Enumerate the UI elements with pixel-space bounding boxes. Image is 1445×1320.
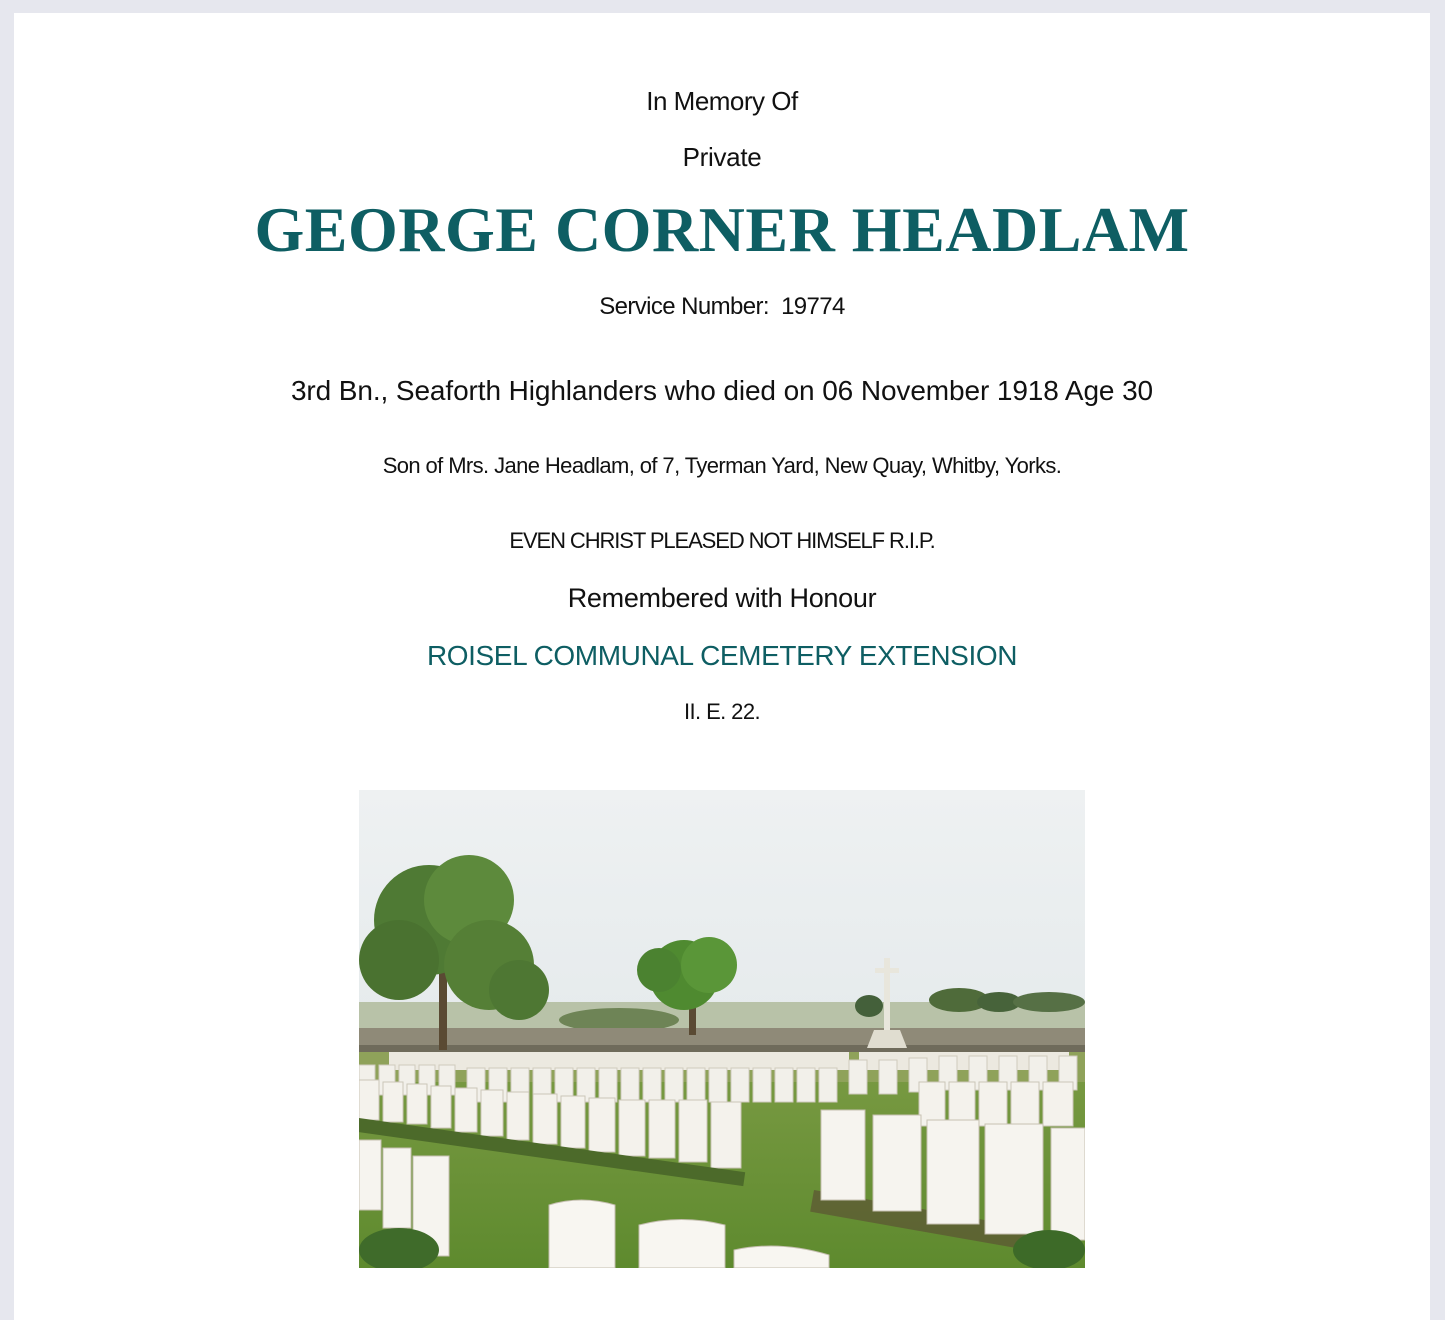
soldier-name: GEORGE CORNER HEADLAM xyxy=(254,194,1190,265)
memorial-certificate xyxy=(14,13,1430,1320)
service-number-line xyxy=(14,293,1430,321)
service-number-label: Service Number: xyxy=(599,293,769,320)
cemetery-name: ROISEL COMMUNAL CEMETERY EXTENSION xyxy=(426,640,1018,671)
memorial-intro: In Memory Of xyxy=(646,86,798,116)
epitaph: EVEN CHRIST PLEASED NOT HIMSELF R.I.P. xyxy=(509,528,935,553)
unit-and-death-line: 3rd Bn., Seaforth Highlanders who died on 06 November 1918 Age 30 xyxy=(290,375,1154,406)
cemetery-photo-illustration xyxy=(359,790,1085,1268)
grave-reference: II. E. 22. xyxy=(684,699,760,724)
remembered-with-honour: Remembered with Honour xyxy=(567,583,877,613)
rank: Private xyxy=(682,142,762,172)
cemetery-photo xyxy=(359,790,1085,1268)
family-details: Son of Mrs. Jane Headlam, of 7, Tyerman Yard, New Quay, Whitby, Yorks. xyxy=(382,453,1062,478)
service-number-value: 19774 xyxy=(781,293,845,320)
